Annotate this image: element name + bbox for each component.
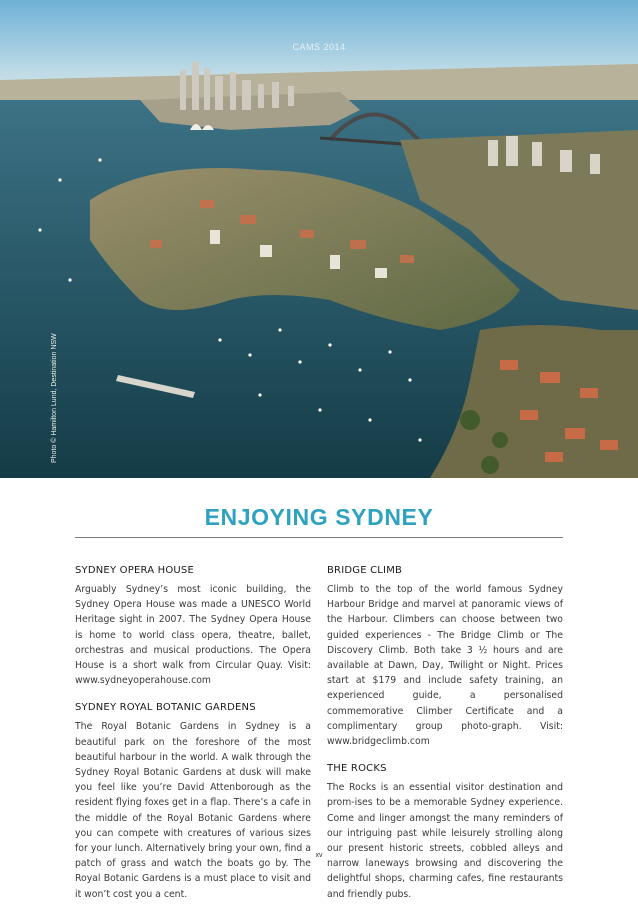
bridge-climb-body: Climb to the top of the world famous Sydney Harbour Bridge and marvel at panoramic views of the Harbour. Climbers can choose between two guided experiences - The Bridge Climb or The Discovery Climb. Both take 3 ½ hours and are available at Dawn, Day, Twilight or Night. Prices start at $179 and include safety training, an experienced guide, a personalised commemorative Climber Certificate and a complimentary group photo-graph. Visit: www.bridgeclimb.com: [327, 584, 563, 748]
botanic-gardens-heading: SYDNEY ROYAL BOTANIC GARDENS: [75, 702, 256, 714]
bridge-climb-heading: BRIDGE CLIMB: [327, 565, 403, 576]
title-divider: [75, 537, 563, 538]
the-rocks-heading: THE ROCKS: [327, 763, 387, 775]
opera-house-body: Arguably Sydney’s most iconic building, the Sydney Opera House was made a UNESCO World Heritage sight in 2007. The Sydney Opera House is home to world class opera, theatre, ballet, orchestras and musical productions. The Opera House is a short walk from Circular Quay. Visit: www.sydneyoperahouse.com: [75, 584, 311, 687]
photo-credit: Photo © Hamilton Lund, Destination NSW: [51, 333, 58, 463]
header-text: CAMS 2014: [292, 42, 346, 52]
botanic-gardens-body: The Royal Botanic Gardens in Sydney is a beautiful park on the foreshore of the most beautiful harbour in the world. A walk through the Sydney Royal Botanic Gardens at dusk will make you feel like you’re David Attenborough as the resident flying foxes get in a flap. There’s a cafe in the middle of the Royal Botanic Gardens where you can compete with creatures of various sizes for your lunch. Alternatively bring your own, find a patch of grass and watch the boats go by. The Royal Botanic Gardens is a must place to visit and it won’t cost you a cent.: [75, 721, 311, 900]
the-rocks-body: The Rocks is an essential visitor destination and prom-ises to be a memorable Sydney experience. Come and linger amongst the many reminders of our intriguing past while leisurely strolling along our present historic streets, cobbled alleys and narrow laneways browsing and discovering the delightful shops, charming cafes, fine restaurants and friendly pubs.: [327, 782, 563, 900]
page-number: xv: [315, 852, 323, 859]
left-column: [75, 565, 311, 916]
right-column: [327, 565, 563, 916]
opera-house-heading: SYDNEY OPERA HOUSE: [75, 565, 195, 576]
page-title: ENJOYING SYDNEY: [204, 504, 434, 530]
